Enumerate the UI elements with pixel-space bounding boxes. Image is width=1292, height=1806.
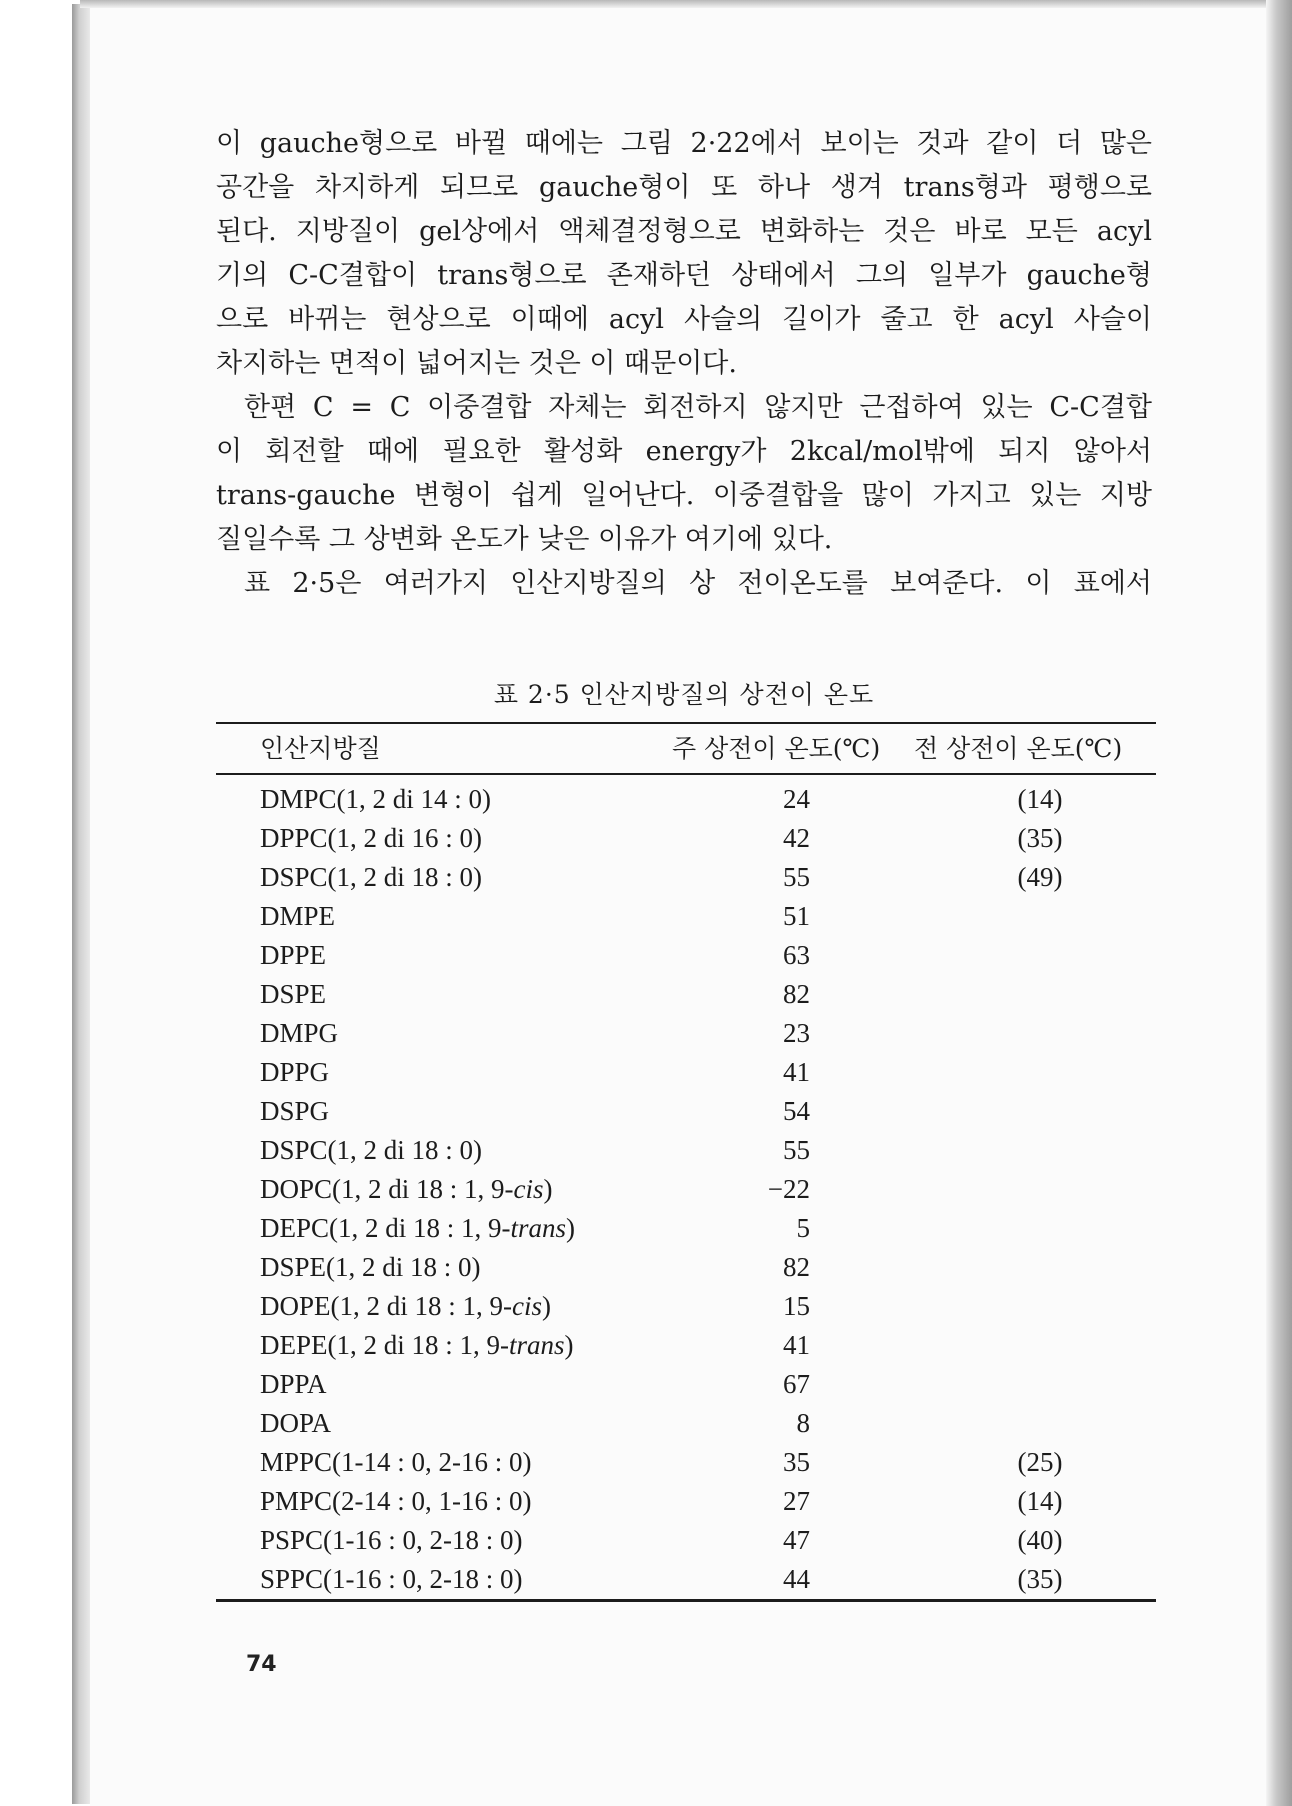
cell-phospholipid <box>260 975 326 1014</box>
table-row <box>216 936 1156 975</box>
cell-main-transition: 63 <box>783 940 810 970</box>
page-number: 74 <box>246 1652 277 1677</box>
cell-isomer-italic: cis <box>512 1291 542 1321</box>
cell-phospholipid-text: DPPA <box>260 1369 327 1399</box>
table-row <box>216 1521 1156 1560</box>
body-paragraphs <box>216 122 1152 606</box>
cell-phospholipid-text: MPPC(1-14 : 0, 2-16 : 0) <box>260 1447 532 1477</box>
cell-main-transition: 15 <box>783 1291 810 1321</box>
cell-phospholipid <box>260 936 326 975</box>
table-row <box>216 897 1156 936</box>
cell-phospholipid <box>260 1014 338 1053</box>
cell-main-transition: 55 <box>783 862 810 892</box>
table-row <box>216 780 1156 819</box>
cell-phospholipid <box>260 1365 327 1404</box>
cell-pre-transition: (49) <box>1017 862 1063 892</box>
paragraph-line: 표 2·5은 여러가지 인산지방질의 상 전이온도를 보여준다. 이 표에서 <box>244 568 1152 599</box>
table-row <box>216 1560 1156 1599</box>
cell-pre-transition: (35) <box>1017 1564 1063 1594</box>
table-row <box>216 1092 1156 1131</box>
cell-phospholipid-text: DOPC(1, 2 di 18 : 1, 9- <box>260 1174 514 1204</box>
cell-main-transition: 27 <box>783 1486 810 1516</box>
cell-main-transition: 8 <box>796 1408 810 1438</box>
cell-phospholipid-text: DEPC(1, 2 di 18 : 1, 9- <box>260 1213 511 1243</box>
cell-phospholipid <box>260 858 482 897</box>
paragraph-line: trans-gauche 변형이 쉽게 일어난다. 이중결합을 많이 가지고 있는 지방 <box>216 480 1152 511</box>
cell-phospholipid <box>260 1248 481 1287</box>
paragraph-line: 이 gauche형으로 바뀔 때에는 그림 2·22에서 보이는 것과 같이 더 많은 <box>216 128 1152 159</box>
cell-main-transition: 41 <box>783 1330 810 1360</box>
cell-isomer-italic: trans <box>509 1330 565 1360</box>
cell-main-transition: 44 <box>783 1564 810 1594</box>
table-row <box>216 975 1156 1014</box>
table-row <box>216 1170 1156 1209</box>
cell-main-transition: 82 <box>783 1252 810 1282</box>
cell-main-transition: 24 <box>783 784 810 814</box>
cell-main-transition: −22 <box>767 1174 810 1204</box>
table-row <box>216 1248 1156 1287</box>
table-row <box>216 1053 1156 1092</box>
cell-phospholipid <box>260 780 491 819</box>
table-body <box>216 780 1156 1599</box>
cell-phospholipid-text: PMPC(2-14 : 0, 1-16 : 0) <box>260 1486 532 1516</box>
table-row <box>216 819 1156 858</box>
table-top-rule <box>216 722 1156 724</box>
cell-main-transition: 35 <box>783 1447 810 1477</box>
cell-phospholipid-text: DSPC(1, 2 di 18 : 0) <box>260 862 483 892</box>
cell-phospholipid <box>260 1521 523 1560</box>
cell-main-transition: 51 <box>783 901 810 931</box>
paragraph-line: 된다. 지방질이 gel상에서 액체결정형으로 변화하는 것은 바로 모든 acyl <box>216 216 1152 247</box>
paragraph-line: 으로 바뀌는 현상으로 이때에 acyl 사슬의 길이가 줄고 한 acyl 사슬이 <box>216 304 1152 335</box>
cell-main-transition: 67 <box>783 1369 810 1399</box>
table-row <box>216 1365 1156 1404</box>
table-row <box>216 1326 1156 1365</box>
paragraph-line: 공간을 차지하게 되므로 gauche형이 또 하나 생겨 trans형과 평행으로 <box>216 172 1152 203</box>
paragraph-line: 한편 C = C 이중결합 자체는 회전하지 않지만 근접하여 있는 C-C결합 <box>244 392 1152 423</box>
cell-phospholipid-text: DPPE <box>260 940 327 970</box>
cell-main-transition: 54 <box>783 1096 810 1126</box>
cell-phospholipid <box>260 1560 523 1599</box>
cell-pre-transition: (14) <box>1017 1486 1063 1516</box>
cell-phospholipid-end: ) <box>564 1330 574 1360</box>
cell-pre-transition: (35) <box>1017 823 1063 853</box>
cell-phospholipid-text: DMPC(1, 2 di 14 : 0) <box>260 784 492 814</box>
cell-phospholipid-text: DOPE(1, 2 di 18 : 1, 9- <box>260 1291 512 1321</box>
cell-pre-transition: (40) <box>1017 1525 1063 1555</box>
cell-main-transition: 82 <box>783 979 810 1009</box>
cell-phospholipid <box>260 1443 532 1482</box>
paragraph-line: 차지하는 면적이 넓어지는 것은 이 때문이다. <box>216 348 737 379</box>
table-header <box>216 728 1156 770</box>
table-header-rule <box>216 773 1156 775</box>
cell-phospholipid-text: DSPE(1, 2 di 18 : 0) <box>260 1252 481 1282</box>
cell-phospholipid <box>260 1053 329 1092</box>
paragraph-line: 이 회전할 때에 필요한 활성화 energy가 2kcal/mol밖에 되지 않아서 <box>216 436 1152 467</box>
cell-phospholipid <box>260 1131 482 1170</box>
cell-main-transition: 42 <box>783 823 810 853</box>
cell-phospholipid-text: DSPE <box>260 979 327 1009</box>
page-top-edge <box>80 0 1272 8</box>
cell-main-transition: 23 <box>783 1018 810 1048</box>
cell-phospholipid <box>260 1092 329 1131</box>
cell-phospholipid <box>260 1287 551 1326</box>
table-row <box>216 1287 1156 1326</box>
table-row <box>216 1443 1156 1482</box>
cell-isomer-italic: trans <box>510 1213 567 1243</box>
cell-main-transition: 5 <box>796 1213 810 1243</box>
cell-pre-transition: (25) <box>1017 1447 1063 1477</box>
cell-phospholipid <box>260 1482 532 1521</box>
cell-main-transition: 47 <box>783 1525 810 1555</box>
cell-phospholipid-end: ) <box>543 1174 553 1204</box>
cell-phospholipid <box>260 1209 575 1248</box>
table-bottom-rule <box>216 1599 1156 1602</box>
cell-phospholipid <box>260 819 482 858</box>
cell-isomer-italic: cis <box>513 1174 544 1204</box>
page-right-edge <box>1266 0 1292 1806</box>
cell-phospholipid-text: DMPE <box>260 901 336 931</box>
header-phospholipid: 인산지방질 <box>260 734 381 763</box>
book-spine-shadow <box>72 4 90 1804</box>
cell-phospholipid-text: DPPC(1, 2 di 16 : 0) <box>260 823 483 853</box>
header-main-transition: 주 상전이 온도(℃) <box>672 734 881 763</box>
paragraph-line: 기의 C-C결합이 trans형으로 존재하던 상태에서 그의 일부가 gauche형 <box>216 260 1152 291</box>
cell-phospholipid-text: DOPA <box>260 1408 332 1438</box>
cell-pre-transition: (14) <box>1017 784 1063 814</box>
table-row <box>216 1482 1156 1521</box>
paragraph-line: 질일수록 그 상변화 온도가 낮은 이유가 여기에 있다. <box>216 524 833 555</box>
cell-phospholipid-end: ) <box>542 1291 551 1321</box>
cell-phospholipid-text: SPPC(1-16 : 0, 2-18 : 0) <box>260 1564 523 1594</box>
table-row <box>216 858 1156 897</box>
cell-phospholipid-text: DSPC(1, 2 di 18 : 0) <box>260 1135 483 1165</box>
table-row <box>216 1014 1156 1053</box>
cell-main-transition: 55 <box>783 1135 810 1165</box>
cell-phospholipid-text: DMPG <box>260 1018 339 1048</box>
cell-phospholipid-text: DEPE(1, 2 di 18 : 1, 9- <box>260 1330 509 1360</box>
cell-phospholipid-text: PSPC(1-16 : 0, 2-18 : 0) <box>260 1525 523 1555</box>
header-pre-transition: 전 상전이 온도(℃) <box>914 734 1123 763</box>
cell-phospholipid-text: DPPG <box>260 1057 330 1087</box>
cell-phospholipid <box>260 1404 331 1443</box>
table-row <box>216 1209 1156 1248</box>
cell-phospholipid-end: ) <box>566 1213 576 1243</box>
table-row <box>216 1131 1156 1170</box>
cell-phospholipid-text: DSPG <box>260 1096 330 1126</box>
cell-phospholipid <box>260 1326 574 1365</box>
table-row <box>216 1404 1156 1443</box>
cell-phospholipid <box>260 897 335 936</box>
table-caption: 표 2·5 인산지방질의 상전이 온도 <box>493 680 875 709</box>
cell-main-transition: 41 <box>783 1057 810 1087</box>
cell-phospholipid <box>260 1170 553 1209</box>
